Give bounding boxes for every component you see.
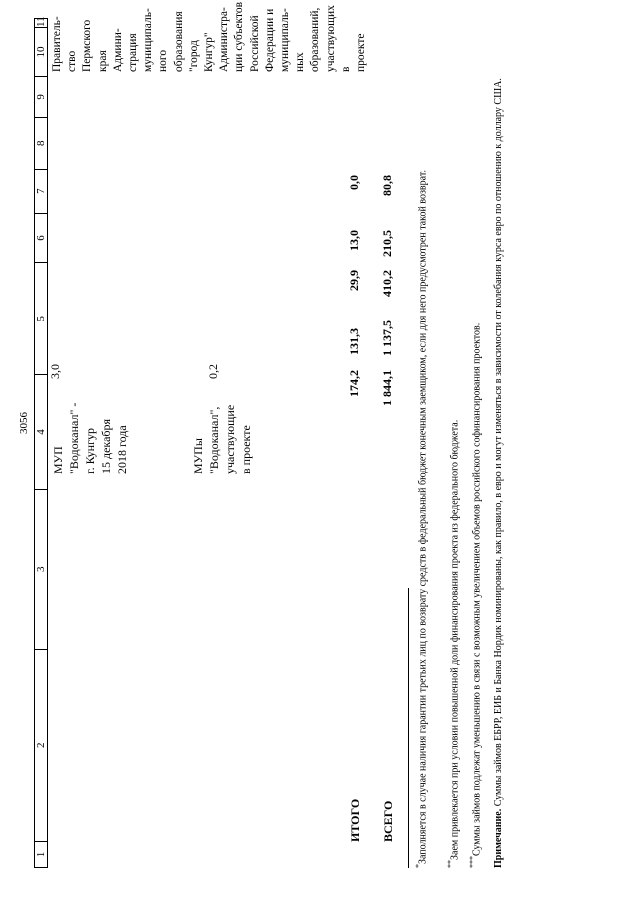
itogo-col8: 29,9 [347,270,361,291]
column-header-5: 5 [35,262,47,374]
footnote-2 [444,58,461,868]
footnote-2-mark: ** [446,860,455,868]
column-header-3: 3 [35,489,47,649]
column-header-2: 2 [35,649,47,842]
vsego-col8: 410,2 [380,270,394,297]
vsego-col10: 80,8 [380,175,394,196]
footnote-1 [412,58,429,868]
loan-amount-participants: 0,2 [206,364,220,379]
note-label: Примечание. [493,808,504,868]
loan-amount-kungur: 3,0 [48,364,62,379]
footnote-1-mark: * [414,864,423,868]
vsego-col6: 1 844,1 [380,370,394,406]
itogo-label: ИТОГО [348,798,362,842]
column-header-9: 9 [35,76,47,117]
itogo-col9: 13,0 [347,230,361,251]
footnote-separator [408,588,409,868]
column-header-6: 6 [35,213,47,263]
footnote-2-text: Заем привлекается при условии повышенной доли финансирования проекта из федерального бюджета. [449,419,461,860]
footnote-3 [466,58,483,868]
table-header-row [34,18,48,868]
itogo-col6: 174,2 [347,370,361,397]
footnote-1-text: Заполняется в случае наличия гарантии третьих лиц по возврату средств в федеральный бюджет конечным заемщиком, если для него предусмотрен такой возврат. [417,170,429,864]
note-text: Суммы займов ЕБРР, ЕИБ и Банка Нордик номинированы, как правило, в евро и могут изменяться в зависимости от колебания курса евро по отношению к доллару США. [493,78,504,807]
borrower-mup-participants: МУПы "Водоканал", участвующие в проекте [191,404,253,474]
column-header-7: 7 [35,169,47,213]
itogo-col7: 131,3 [347,328,361,355]
footnote-3-mark: *** [468,856,477,868]
column-header-8: 8 [35,117,47,169]
vsego-col9: 210,5 [380,230,394,257]
column-header-4: 4 [35,374,47,489]
vsego-label: ВСЕГО [381,800,395,842]
note [492,58,505,868]
page-number: 3056 [18,412,30,434]
vsego-col7: 1 137,5 [380,320,394,356]
borrower-mup-kungur: МУП "Водоканал" - г. Кунгур 15 декабря 2018 года [51,402,129,474]
responsible-administrations: Правитель- ство Пермского края Админи- страция муниципаль- ного образования "город Кунгур" Администра- ции субъектов Российской Федерации и муниципаль- ных образований, участвующих в проекте [51,2,368,72]
column-header-10: 10 [35,27,47,76]
column-header-11: 11 [35,16,47,28]
footnote-3-text: Суммы займов подлежат уменьшению в связи с возможным увеличением объемов российского софинансирования проектов. [471,322,483,856]
itogo-col10: 0,0 [347,175,361,190]
column-header-1: 1 [35,841,47,867]
